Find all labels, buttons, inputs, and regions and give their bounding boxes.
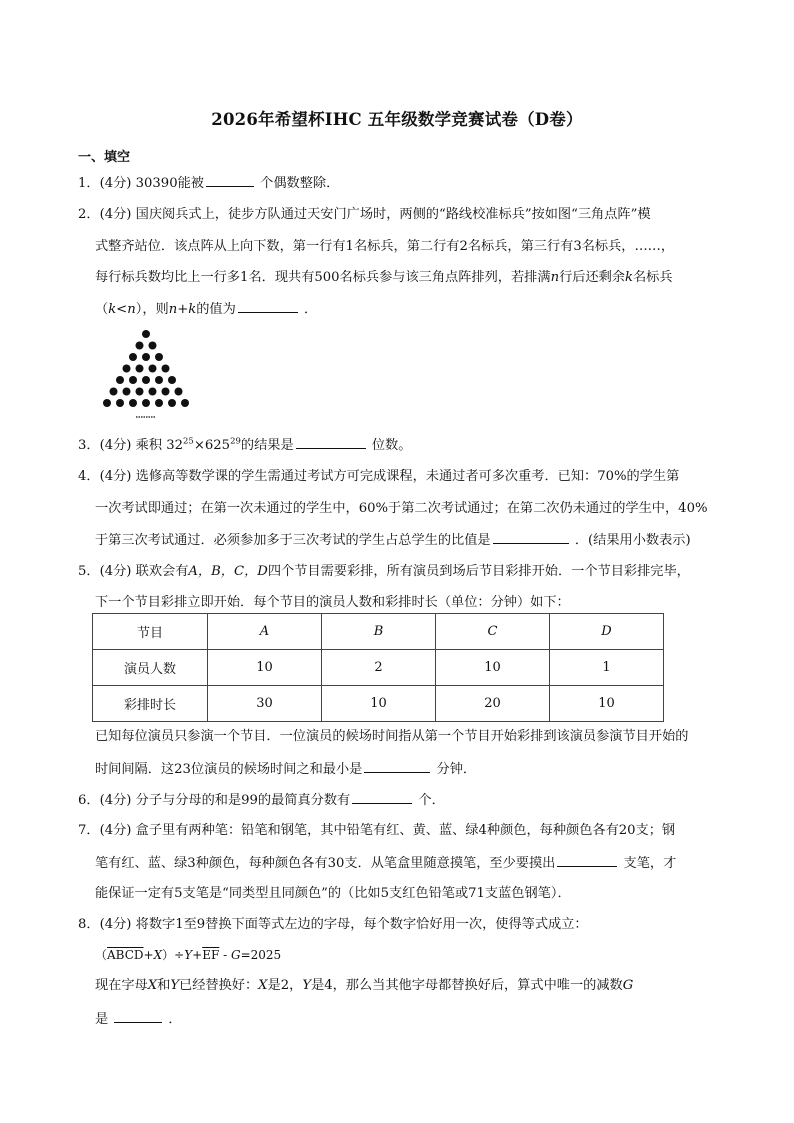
q8-text: 是 bbox=[95, 1012, 109, 1027]
q1-answer-blank[interactable] bbox=[206, 174, 254, 187]
triangle-dot-figure bbox=[92, 328, 202, 420]
q2-expression: n+k bbox=[168, 302, 197, 317]
q3-text: 的结果是 bbox=[240, 438, 294, 453]
q8-var-x: X bbox=[258, 978, 268, 993]
q2-var-n: n bbox=[550, 270, 560, 285]
table-cell: 10 bbox=[550, 686, 664, 722]
q7-text: 支笔，才 bbox=[619, 856, 677, 871]
q5-text: 四个节目需要彩排，所有演员到场后节目彩排开始．一个节目彩排完毕， bbox=[267, 564, 690, 579]
question-8-line-4 bbox=[95, 1010, 182, 1029]
table-header-cell: 节目 bbox=[93, 614, 208, 650]
lattice-dot bbox=[168, 376, 176, 384]
q2-text: （ bbox=[95, 302, 109, 317]
q2-text: ），则 bbox=[135, 302, 169, 317]
question-8-equation bbox=[95, 946, 281, 964]
q2-text: 行后还剩余 bbox=[559, 270, 625, 285]
table-row bbox=[93, 650, 664, 686]
q2-text: 名标兵 bbox=[633, 270, 673, 285]
lattice-dot bbox=[123, 388, 131, 396]
program-d-label: D bbox=[601, 624, 612, 639]
q8-text: 和 bbox=[157, 978, 171, 993]
q1-text-after: 个偶数整除． bbox=[255, 176, 340, 191]
question-1 bbox=[78, 174, 339, 193]
table-row bbox=[93, 686, 664, 722]
table-cell: 20 bbox=[436, 686, 550, 722]
table-cell: 30 bbox=[208, 686, 322, 722]
table-header-cell bbox=[550, 614, 664, 650]
q8-var-x: X bbox=[147, 978, 158, 993]
lattice-dot bbox=[129, 376, 137, 384]
q6-text: 个． bbox=[414, 793, 445, 808]
q8-var-y: Y bbox=[302, 978, 312, 993]
question-2-line-1: 2．(4分) 国庆阅兵式上，徒步方队通过天安门广场时，两侧的“路线校准标兵”按如图“三角点阵”模 bbox=[78, 207, 651, 222]
question-8-line-3 bbox=[95, 977, 633, 995]
rehearsal-table bbox=[92, 613, 664, 722]
q4-text: 于第三次考试通过．必须参加多于三次考试的学生占总学生的比值是 bbox=[95, 533, 491, 548]
lattice-dot bbox=[155, 376, 163, 384]
lattice-dot bbox=[142, 353, 150, 361]
table-header-cell bbox=[208, 614, 322, 650]
q3-exponent-1: 25 bbox=[183, 436, 194, 447]
question-7-line-2 bbox=[95, 854, 676, 873]
question-5-line-2: 下一个节目彩排立即开始．每个节目的演员人数和彩排时长（单位：分钟）如下： bbox=[95, 595, 570, 610]
lattice-dot bbox=[149, 365, 157, 373]
section-heading: 一、填空 bbox=[78, 150, 131, 165]
table-cell: 10 bbox=[322, 686, 436, 722]
lattice-dot bbox=[110, 388, 118, 396]
lattice-dot bbox=[149, 388, 157, 396]
q8-answer-blank[interactable] bbox=[114, 1010, 162, 1023]
q8-text: 是4，那么当其他字母都替换好后，算式中唯一的减数 bbox=[311, 978, 623, 993]
q6-text: 6．(4分) 分子与分母的和是99的最简真分数有 bbox=[78, 793, 351, 808]
q5-text: 时间间隔．这23位演员的候场时间之和最小是 bbox=[95, 762, 363, 777]
q8-text: 已经替换好： bbox=[179, 978, 259, 993]
program-b-label: B bbox=[373, 624, 384, 639]
page-title: 2026年希望杯IHC 五年级数学竞赛试卷（D卷） bbox=[211, 110, 583, 129]
q8-var-g: G bbox=[622, 978, 634, 993]
q8-eq-g: G bbox=[230, 948, 241, 962]
q4-answer-blank[interactable] bbox=[493, 531, 569, 544]
q2-text: 每行标兵数均比上一行多1名．现共有500名标兵参与该三角点阵排列，若排满 bbox=[95, 270, 551, 285]
question-2-line-4 bbox=[95, 300, 317, 319]
q8-eq-part: + bbox=[143, 948, 154, 962]
lattice-dot bbox=[129, 399, 137, 407]
table-header-cell bbox=[436, 614, 550, 650]
lattice-dot bbox=[181, 399, 189, 407]
lattice-dot bbox=[142, 399, 150, 407]
q8-var-y: Y bbox=[170, 978, 180, 993]
q8-text: 是2， bbox=[267, 978, 303, 993]
q2-text: 的值为 bbox=[196, 302, 236, 317]
q8-eq-abcd: ABCD bbox=[107, 948, 144, 962]
question-4-line-3 bbox=[95, 531, 691, 550]
q5-text: 分钟． bbox=[432, 762, 477, 777]
q3-text: 3．(4分) 乘积 32 bbox=[78, 438, 183, 453]
lattice-dot bbox=[155, 353, 163, 361]
q3-text: ×625 bbox=[193, 438, 231, 453]
question-3 bbox=[78, 436, 411, 455]
table-cell: 演员人数 bbox=[93, 650, 208, 686]
table-header-cell bbox=[322, 614, 436, 650]
q2-text: ． bbox=[299, 302, 318, 317]
question-8-line-1: 8．(4分) 将数字1至9替换下面等式左边的字母，每个数字恰好用一次，使得等式成立： bbox=[78, 917, 588, 932]
question-6 bbox=[78, 791, 445, 810]
question-5-line-4 bbox=[95, 760, 476, 779]
q3-exponent-2: 29 bbox=[230, 436, 241, 447]
q7-answer-blank[interactable] bbox=[557, 854, 617, 867]
lattice-dot bbox=[116, 399, 124, 407]
q8-text: 现在字母 bbox=[95, 978, 148, 993]
program-c-label: C bbox=[487, 624, 498, 639]
lattice-dot bbox=[168, 399, 176, 407]
q8-eq-y: Y bbox=[184, 948, 193, 962]
question-7-line-1: 7．(4分) 盒子里有两种笔：铅笔和钢笔，其中铅笔有红、黄、蓝、绿4种颜色，每种颜色各有20支；钢 bbox=[78, 823, 676, 838]
lattice-dot bbox=[129, 353, 137, 361]
table-cell: 2 bbox=[322, 650, 436, 686]
question-4-line-1: 4．(4分) 选修高等数学课的学生需通过考试方可完成课程，未通过者可多次重考．已知：70%的学生第 bbox=[78, 469, 680, 484]
lattice-dot bbox=[162, 365, 170, 373]
q8-eq-part: =2025 bbox=[240, 948, 282, 962]
q3-text: 位数。 bbox=[367, 438, 412, 453]
lattice-dot bbox=[123, 365, 131, 373]
q8-eq-part: ）÷ bbox=[162, 948, 185, 962]
question-7-line-3: 能保证一定有5支笔是“同类型且同颜色”的（比如5支红色铅笔或71支蓝色钢笔）． bbox=[95, 886, 571, 901]
q8-eq-part: （ bbox=[95, 948, 108, 962]
table-cell: 彩排时长 bbox=[93, 686, 208, 722]
q8-eq-ef: $\overline{EF}$ bbox=[202, 948, 220, 962]
q5-program-letters: A，B，C，D bbox=[188, 564, 268, 579]
program-a-label: A bbox=[259, 624, 270, 639]
q8-eq-part: + bbox=[192, 948, 203, 962]
q3-answer-blank[interactable] bbox=[296, 436, 366, 449]
q8-eq-x: X bbox=[153, 948, 163, 962]
q1-text: 1．(4分) 30390能被 bbox=[78, 176, 204, 191]
q6-answer-blank[interactable] bbox=[352, 791, 412, 804]
lattice-dot bbox=[116, 376, 124, 384]
q8-text: ． bbox=[164, 1012, 182, 1027]
lattice-dot bbox=[142, 330, 150, 338]
lattice-dot bbox=[136, 365, 144, 373]
lattice-dot bbox=[136, 388, 144, 396]
question-2-line-3 bbox=[95, 269, 673, 287]
lattice-dot bbox=[162, 388, 170, 396]
table-header-row bbox=[93, 614, 664, 650]
table-cell: 10 bbox=[208, 650, 322, 686]
q2-condition: k<n bbox=[108, 302, 136, 317]
table-cell: 1 bbox=[550, 650, 664, 686]
q2-answer-blank[interactable] bbox=[238, 300, 298, 313]
lattice-dot bbox=[175, 388, 183, 396]
q2-var-k: k bbox=[625, 270, 633, 285]
lattice-dot bbox=[142, 376, 150, 384]
lattice-dot bbox=[155, 399, 163, 407]
q4-text: ．(结果用小数表示) bbox=[570, 533, 691, 548]
q7-text: 笔有红、蓝、绿3种颜色，每种颜色各有30支．从笔盒里随意摸笔，至少要摸出 bbox=[95, 856, 556, 871]
lattice-dot bbox=[136, 342, 144, 350]
table-cell: 10 bbox=[436, 650, 550, 686]
question-2-line-2: 式整齐站位．该点阵从上向下数，第一行有1名标兵，第二行有2名标兵，第三行有3名标兵，……， bbox=[95, 239, 675, 254]
lattice-dot bbox=[149, 342, 157, 350]
question-5-line-3: 已知每位演员只参演一个节目．一位演员的候场时间指从第一个节目开始彩排到该演员参演节目开始的 bbox=[95, 729, 689, 744]
lattice-dot bbox=[103, 399, 111, 407]
q5-text: 5．(4分) 联欢会有 bbox=[78, 564, 189, 579]
question-4-line-2: 一次考试即通过；在第一次未通过的学生中，60%于第二次考试通过；在第二次仍未通过的学生中，40% bbox=[95, 501, 708, 516]
q5-answer-blank[interactable] bbox=[364, 760, 430, 773]
question-5-line-1 bbox=[78, 563, 690, 581]
q8-eq-part: - bbox=[219, 948, 231, 962]
